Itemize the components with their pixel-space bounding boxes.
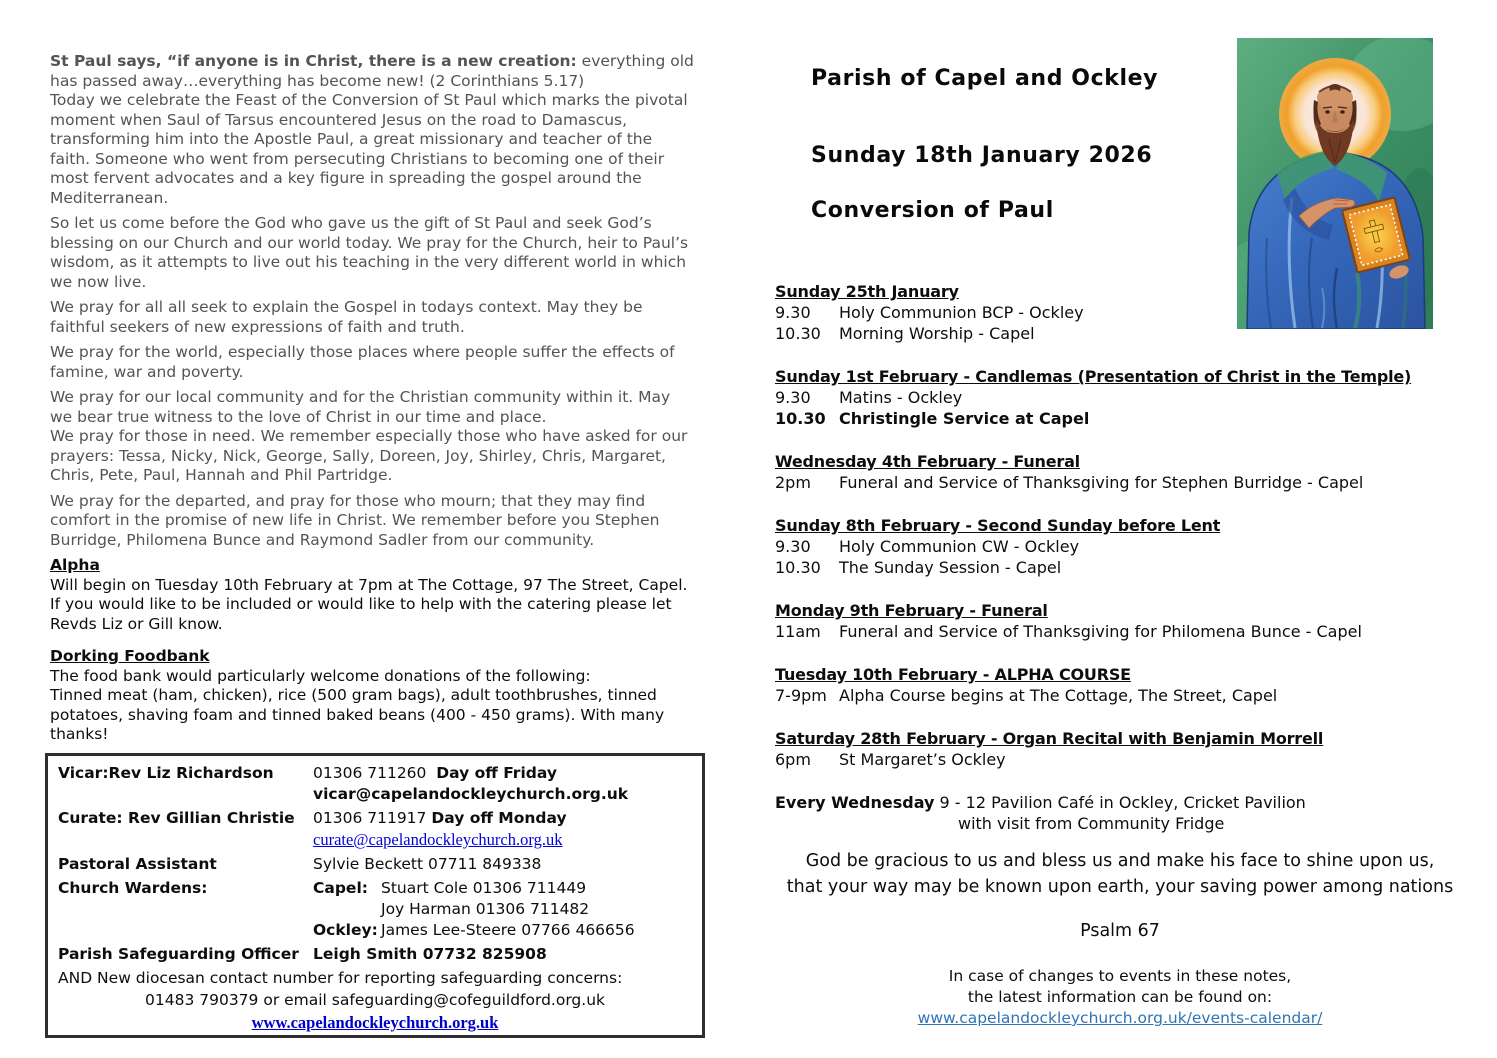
alpha-heading: Alpha [50,556,100,574]
vicar-email: vicar@capelandockleychurch.org.uk [313,785,629,803]
safeguarding-label: Parish Safeguarding Officer [58,945,299,963]
diocesan-contact: 01483 790379 or email safeguarding@cofeguildford.org.uk [145,991,605,1009]
event-heading: Monday 9th February - Funeral [775,601,1048,620]
event-group [775,600,1465,642]
left-column [50,52,696,751]
events-calendar-link[interactable]: www.capelandockleychurch.org.uk/events-calendar/ [917,1009,1323,1027]
psalm-reference: Psalm 67 [1080,921,1160,941]
capel-warden2: Joy Harman 01306 711482 [381,900,590,918]
intro-rest: everything old has passed away…everything has become new! (2 Corinthians 5.17) [50,52,694,90]
foodbank-line1: The food bank would particularly welcome donations of the following: [50,666,591,685]
intro-body: Today we celebrate the Feast of the Conversion of St Paul which marks the pivotal moment when Saul of Tarsus encountered Jesus on the road to Damascus, transforming him into the Apostle Paul, a great missionary and teacher of the faith. Someone who went from persecuting Christians to becoming one of their most fervent advocates and a key figure in spreading the gospel around the Mediterranean. [50,91,688,207]
event-group [775,728,1465,770]
wardens-label: Church Wardens: [58,879,208,897]
event-item [775,749,1465,770]
event-item [775,472,1465,493]
event-heading: Sunday 8th February - Second Sunday before Lent [775,516,1221,535]
curate-details [313,808,692,851]
pastoral-label: Pastoral Assistant [58,855,217,873]
intro-bold-lead: St Paul says, “if anyone is in Christ, there is a new creation: [50,52,577,70]
curate-phone: 01306 711917 [313,809,427,827]
event-item [775,536,1465,557]
event-time: 2pm [775,473,811,492]
foodbank-heading: Dorking Foodbank [50,647,210,665]
event-time: 9.30 [775,303,811,322]
ockley-warden: James Lee-Steere 07766 466656 [381,921,635,939]
wardens-details [313,878,692,941]
prayer-paragraph: We pray for the world, especially those places where people suffer the effects of famine, war and poverty. [50,343,675,381]
event-item [775,387,1465,408]
capel-label: Capel: [313,879,368,897]
church-website-link[interactable]: www.capelandockleychurch.org.uk [251,1013,499,1032]
event-time: 10.30 [775,409,826,428]
feast-name: Conversion of Paul [811,198,1054,223]
event-heading: Tuesday 10th February - ALPHA COURSE [775,665,1131,684]
psalm-line1: God be gracious to us and bless us and make his face to shine upon us, [805,851,1435,871]
event-time: 9.30 [775,537,811,556]
curate-label: Curate: Rev Gillian Christie [58,809,295,827]
diocesan-line: AND New diocesan contact number for reporting safeguarding concerns: [58,969,623,987]
event-time: 11am [775,622,821,641]
contact-row-vicar [58,763,692,805]
contact-box [45,753,705,1038]
event-desc: Holy Communion CW - Ockley [839,537,1080,556]
events-list [775,281,1465,770]
event-group [775,664,1465,706]
event-desc: St Margaret’s Ockley [839,750,1006,769]
psalm-line2: that your way may be known upon earth, your saving power among nations [786,877,1454,897]
contact-row-wardens [58,878,692,941]
event-group [775,515,1465,578]
curate-email-link[interactable]: curate@capelandockleychurch.org.uk [313,830,563,849]
event-heading: Wednesday 4th February - Funeral [775,452,1080,471]
note-line2: the latest information can be found on: [967,988,1273,1006]
contact-row-safeguarding [58,944,692,965]
safeguarding-value: Leigh Smith 07732 825908 [313,945,547,963]
event-desc: Funeral and Service of Thanksgiving for Philomena Bunce - Capel [839,622,1362,641]
curate-dayoff: Day off Monday [431,809,567,827]
capel-warden1: Stuart Cole 01306 711449 [381,879,587,897]
foodbank-body: Tinned meat (ham, chicken), rice (500 gram bags), adult toothbrushes, tinned potatoes, shaving foam and tinned baked beans (400 - 450 grams). With many thanks! [50,686,665,743]
every-wednesday-line2: with visit from Community Fridge [958,814,1225,833]
contact-row-pastoral [58,854,692,875]
vicar-details [313,763,692,805]
vicar-dayoff: Day off Friday [436,764,557,782]
event-desc: Matins - Ockley [839,388,963,407]
event-desc: Morning Worship - Capel [839,324,1035,343]
event-time: 6pm [775,750,811,769]
event-time: 10.30 [775,558,821,577]
event-desc: Christingle Service at Capel [839,409,1090,428]
ockley-label: Ockley: [313,921,378,939]
event-time: 7-9pm [775,686,827,705]
event-heading: Saturday 28th February - Organ Recital with Benjamin Morrell [775,729,1324,748]
note-line1: In case of changes to events in these notes, [948,967,1292,985]
event-time: 10.30 [775,324,821,343]
contact-row-curate [58,808,692,851]
event-item [775,685,1465,706]
st-paul-painting [1237,38,1433,329]
every-wednesday-note [775,792,1465,834]
event-time: 9.30 [775,388,811,407]
intro-paragraph [50,52,696,208]
every-wednesday-label: Every Wednesday [775,793,935,812]
prayer-paragraph: We pray for all all seek to explain the Gospel in todays context. May they be faithful seekers of new expressions of faith and truth. [50,298,643,336]
event-desc: The Sunday Session - Capel [839,558,1062,577]
vicar-label: Vicar:Rev Liz Richardson [58,764,274,782]
every-wednesday-detail: 9 - 12 Pavilion Café in Ockley, Cricket Pavilion [939,793,1306,812]
prayer-paragraph: We pray for the departed, and pray for those who mourn; that they may find comfort in the promise of new life in Christ. We remember before you Stephen Burridge, Philomena Bunce and Raymond Sadler from our community. [50,491,660,549]
event-group [775,451,1465,493]
event-desc: Alpha Course begins at The Cottage, The Street, Capel [839,686,1278,705]
pastoral-value: Sylvie Beckett 07711 849338 [313,855,542,873]
alpha-body: Will begin on Tuesday 10th February at 7pm at The Cottage, 97 The Street, Capel. If you would like to be included or would like to help with the catering please let Revds Liz or Gill know. [50,575,688,633]
event-desc: Funeral and Service of Thanksgiving for Stephen Burridge - Capel [839,473,1364,492]
event-heading: Sunday 1st February - Candlemas (Presentation of Christ in the Temple) [775,367,1412,386]
prayer-paragraph: So let us come before the God who gave us the gift of St Paul and seek God’s blessing on our Church and our world today. We pray for the Church, heir to Paul’s wisdom, as it attempts to live out his teaching in the very different world in which we now live. [50,214,689,291]
event-item [775,408,1465,429]
prayer-paragraph: We pray for those in need. We remember especially those who have asked for our prayers: Tessa, Nicky, Nick, George, Sally, Doreen, Joy, Shirley, Chris, Margaret, Chris, Pete, Paul, Hannah and Phil Partridge. [50,427,688,484]
event-item [775,621,1465,642]
event-heading: Sunday 25th January [775,282,959,301]
parish-title: Parish of Capel and Ockley [811,66,1159,91]
event-item [775,557,1465,578]
psalm-quote [775,848,1465,944]
service-date: Sunday 18th January 2026 [811,143,1153,168]
event-group [775,366,1465,429]
prayer-paragraph: We pray for our local community and for the Christian community within it. May we bear true witness to the love of Christ in our time and place. [50,388,671,426]
event-desc: Holy Communion BCP - Ockley [839,303,1084,322]
events-calendar-note [775,966,1465,1029]
vicar-phone: 01306 711260 [313,764,427,782]
